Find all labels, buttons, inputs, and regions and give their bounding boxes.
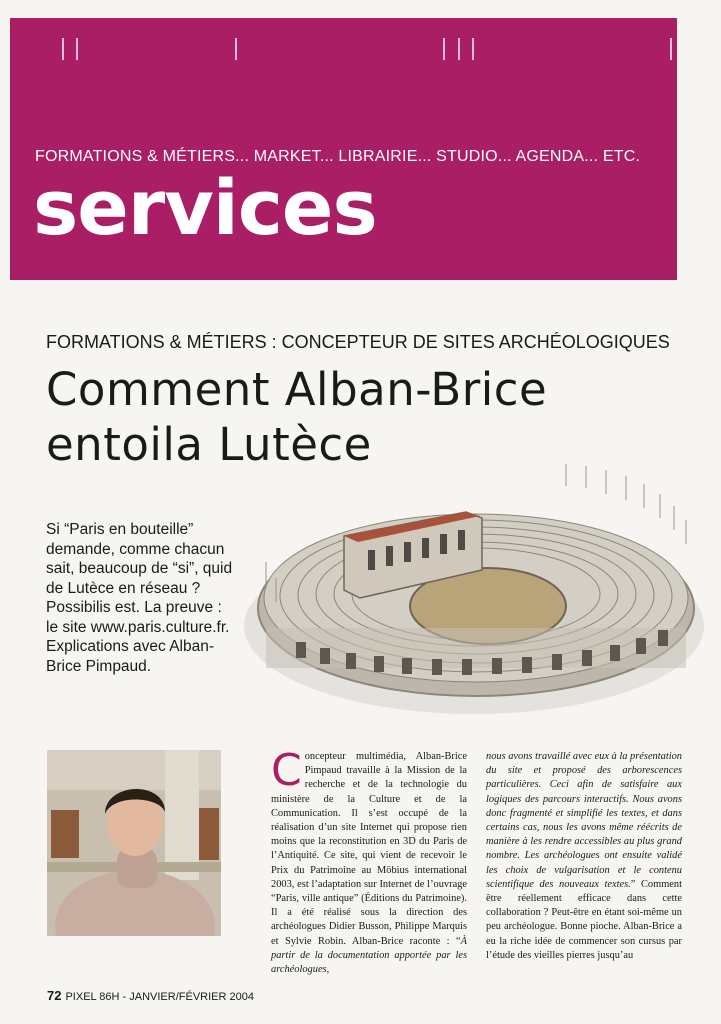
section-title: services xyxy=(33,163,377,252)
amphitheatre-illustration xyxy=(236,458,712,720)
section-nav: FORMATIONS & MÉTIERS... MARKET... LIBRAIRIE... STUDIO... AGENDA... ETC. xyxy=(35,148,641,165)
article-kicker: FORMATIONS & MÉTIERS : CONCEPTEUR DE SITES ARCHÉOLOGIQUES xyxy=(46,332,670,352)
column-2-quote: nous avons travaillé avec eux à la présentation du site et proposé des arborescences particulières. Ceci afin de satisfaire aux logiques des parcours interactifs. Nous avons donc fragmenté et simplifié les textes, et dans certains cas, nous les avons même réécrits de manière à les rendre accessibles au plus grand nombre. Les archéologues ont ensuite validé les choix de vulgarisation et le contenu scientifique des nouveaux textes. xyxy=(486,751,682,890)
column-1-quote: À partir de la documentation apportée par les archéologues, xyxy=(271,935,467,976)
article-intro: Si “Paris en bouteille” demande, comme chacun sait, beaucoup de “si”, quid de Lutèce en réseau ? Possibilis est. La preuve : le site www.paris.culture.fr. Explications avec Alban-Brice Pimpaud. xyxy=(46,521,233,675)
page-footer xyxy=(47,988,254,1003)
banner-tick xyxy=(443,38,445,60)
banner-tick xyxy=(458,38,460,60)
article-column-2 xyxy=(486,750,682,963)
headline-line-1: Comment Alban-Brice xyxy=(46,363,548,416)
headline-line-2: entoila Lutèce xyxy=(46,418,372,471)
column-2-text: ” Comment être réellement efficace dans cette collaboration ? Peut-être en étant soi-même un peu archéologue. Bonne pioche. Alban-Brice a eu la riche idée de commencer son cursus par l’étude des vieilles pierres jusqu’au xyxy=(486,878,682,961)
article-column-1 xyxy=(271,745,467,977)
column-1-text: oncepteur multimédia, Alban-Brice Pimpaud travaille à la Mission de la recherche et de la technologie du ministère de la Culture et de la Communication. Il s’est occupé de la réalisation d’un site Internet qui propose rien moins que la reconstitution en 3D du Paris de l’Antiquité. Ce site, qui vient de recevoir le Prix du Patrimoine au Möbius international 2003, est l’adaptation sur Internet de l’ouvrage “Paris, ville antique” (Éditions du Patrimoine). Il a été réalisé sous la direction des archéologues Didier Busson, Philippe Marquis et Sylvie Robin. Alban-Brice raconte : “ xyxy=(271,751,467,947)
article-headline xyxy=(46,362,547,472)
banner-tick xyxy=(76,38,78,60)
banner-tick xyxy=(472,38,474,60)
banner-tick xyxy=(62,38,64,60)
issue-info: PIXEL 86H - JANVIER/FÉVRIER 2004 xyxy=(65,991,254,1003)
portrait-photo xyxy=(47,750,221,936)
banner-tick xyxy=(670,38,672,60)
drop-cap: C xyxy=(271,745,302,796)
banner-tick xyxy=(235,38,237,60)
page-number: 72 xyxy=(47,988,62,1003)
